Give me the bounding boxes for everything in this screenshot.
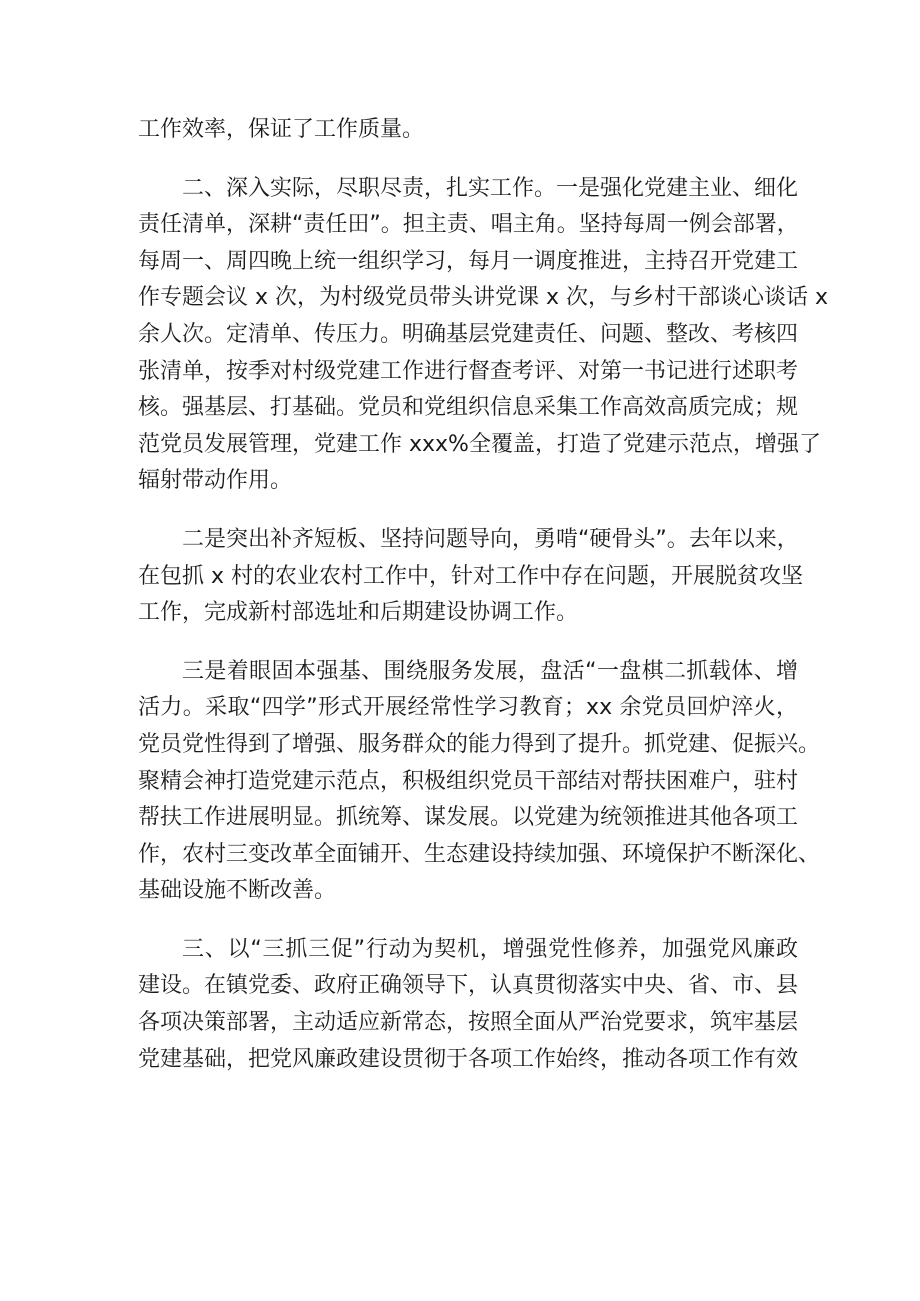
text-line: 二是突出补齐短板、坚持问题导向，勇啃“硬骨头”。去年以来，	[182, 526, 799, 552]
paragraph-1	[138, 112, 798, 149]
text-line: 党建基础，把党风廉政建设贯彻于各项工作始终，推动各项工作有效	[138, 1046, 799, 1072]
text-line: 在包抓 x 村的农业农村工作中，针对工作中存在问题，开展脱贫攻坚	[138, 563, 804, 589]
text-line: 作专题会议 x 次，为村级党员带头讲党课 x 次，与乡村干部谈心谈话 x	[138, 285, 829, 311]
text-line: 党员党性得到了增强、服务群众的能力得到了提升。抓党建、促振兴。	[138, 731, 821, 757]
text-line: 各项决策部署，主动适应新常态，按照全面从严治党要求，筑牢基层	[138, 1010, 799, 1036]
paragraph-4	[138, 654, 821, 910]
text-line: 帮扶工作进展明显。抓统筹、谋发展。以党建为统领推进其他各项工	[138, 805, 799, 831]
text-line: 张清单，按季对村级党建工作进行督查考评、对第一书记进行述职考	[138, 358, 799, 384]
paragraph-3	[138, 522, 804, 632]
text-line: 二、深入实际，尽职尽责，扎实工作。一是强化党建主业、细化	[182, 175, 799, 201]
text-line: 工作，完成新村部选址和后期建设协调工作。	[138, 600, 579, 626]
text-line: 余人次。定清单、传压力。明确基层党建责任、问题、整改、考核四	[138, 321, 799, 347]
paragraph-2	[138, 171, 829, 500]
text-line: 范党员发展管理，党建工作 xxx%全覆盖，打造了党建示范点，增强了	[138, 431, 821, 457]
text-line: 责任清单，深耕“责任田”。担主责、唱主角。坚持每周一例会部署，	[138, 212, 799, 238]
text-line: 三是着眼固本强基、围绕服务发展，盘活“一盘棋二抓载体、增	[182, 658, 798, 684]
paragraph-5	[138, 932, 798, 1078]
text-line: 核。强基层、打基础。党员和党组织信息采集工作高效高质完成；规	[138, 395, 799, 421]
text-line: 活力。采取“四学”形式开展经常性学习教育；xx 余党员回炉淬火，	[138, 695, 798, 721]
text-line: 工作效率，保证了工作质量。	[138, 117, 425, 142]
text-line: 建设。在镇党委、政府正确领导下，认真贯彻落实中央、省、市、县	[138, 973, 799, 999]
text-line: 基础设施不断改善。	[138, 878, 337, 904]
text-line: 三、以“三抓三促”行动为契机，增强党性修养，加强党风廉政	[182, 936, 798, 962]
text-line: 作，农村三变改革全面铺开、生态建设持续加强、环境保护不断深化、	[138, 841, 821, 867]
document-body	[138, 112, 829, 1078]
text-line: 每周一、周四晚上统一组织学习，每月一调度推进，主持召开党建工	[138, 248, 799, 274]
text-line: 辐射带动作用。	[138, 468, 293, 494]
text-line: 聚精会神打造党建示范点，积极组织党员干部结对帮扶困难户，驻村	[138, 768, 799, 794]
